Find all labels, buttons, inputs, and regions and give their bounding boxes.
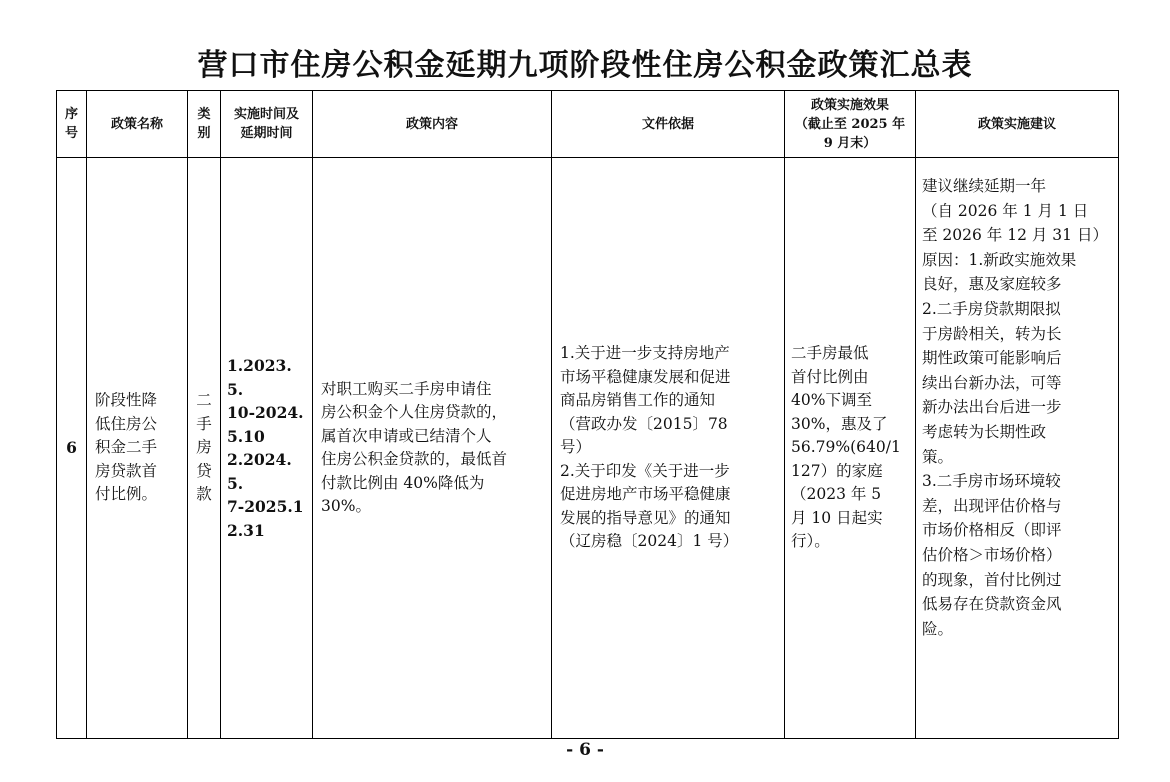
cell-effect: 二手房最低 首付比例由 40%下调至 30%，惠及了 56.79%(640/1 127）的家庭 （2023 年 5 月 10 日起实 行）。 [785,158,916,739]
header-time: 实施时间及 延期时间 [221,91,313,158]
cell-seq: 6 [57,158,87,739]
header-seq: 序 号 [57,91,87,158]
cell-advice: 建议继续延期一年 （自 2026 年 1 月 1 日 至 2026 年 12 月 31 日） 原因：1.新政实施效果 良好，惠及家庭较多 2.二手房贷款期限拟 于房龄相关，转为长 期性政策可能影响后 续出台新办法，可等 新办法出台后进一步 考虑转为长期性政 策。 3.二手房市场环境较 差，出现评估价格与 市场价格相反（即评 估价格＞市场价格） 的现象，首付比例过 低易存在贷款资金风 险。 [916,158,1119,739]
header-category: 类 别 [188,91,221,158]
cell-policy-name: 阶段性降 低住房公 积金二手 房贷款首 付比例。 [87,158,188,739]
header-advice: 政策实施建议 [916,91,1119,158]
cell-time: 1.2023.5. 10-2024. 5.10 2.2024.5. 7-2025.1 2.31 [221,158,313,739]
header-policy-name: 政策名称 [87,91,188,158]
cell-basis: 1.关于进一步支持房地产 市场平稳健康发展和促进 商品房销售工作的通知 （营政办发〔2015〕78 号） 2.关于印发《关于进一步 促进房地产市场平稳健康 发展的指导意见》的通知 （辽房稳〔2024〕1 号） [552,158,785,739]
cell-content: 对职工购买二手房申请住 房公积金个人住房贷款的， 属首次申请或已结清个人 住房公积金贷款的，最低首 付款比例由 40%降低为 30%。 [313,158,552,739]
page-number: - 6 - [566,740,604,760]
policy-summary-table [56,90,1119,739]
table-header-row [57,91,1119,158]
document-title: 营口市住房公积金延期九项阶段性住房公积金政策汇总表 [197,48,973,83]
header-basis: 文件依据 [552,91,785,158]
cell-category: 二 手 房 贷 款 [188,158,221,739]
header-content: 政策内容 [313,91,552,158]
table-row [57,158,1119,739]
header-effect: 政策实施效果 （截止至 2025 年 9 月末） [785,91,916,158]
